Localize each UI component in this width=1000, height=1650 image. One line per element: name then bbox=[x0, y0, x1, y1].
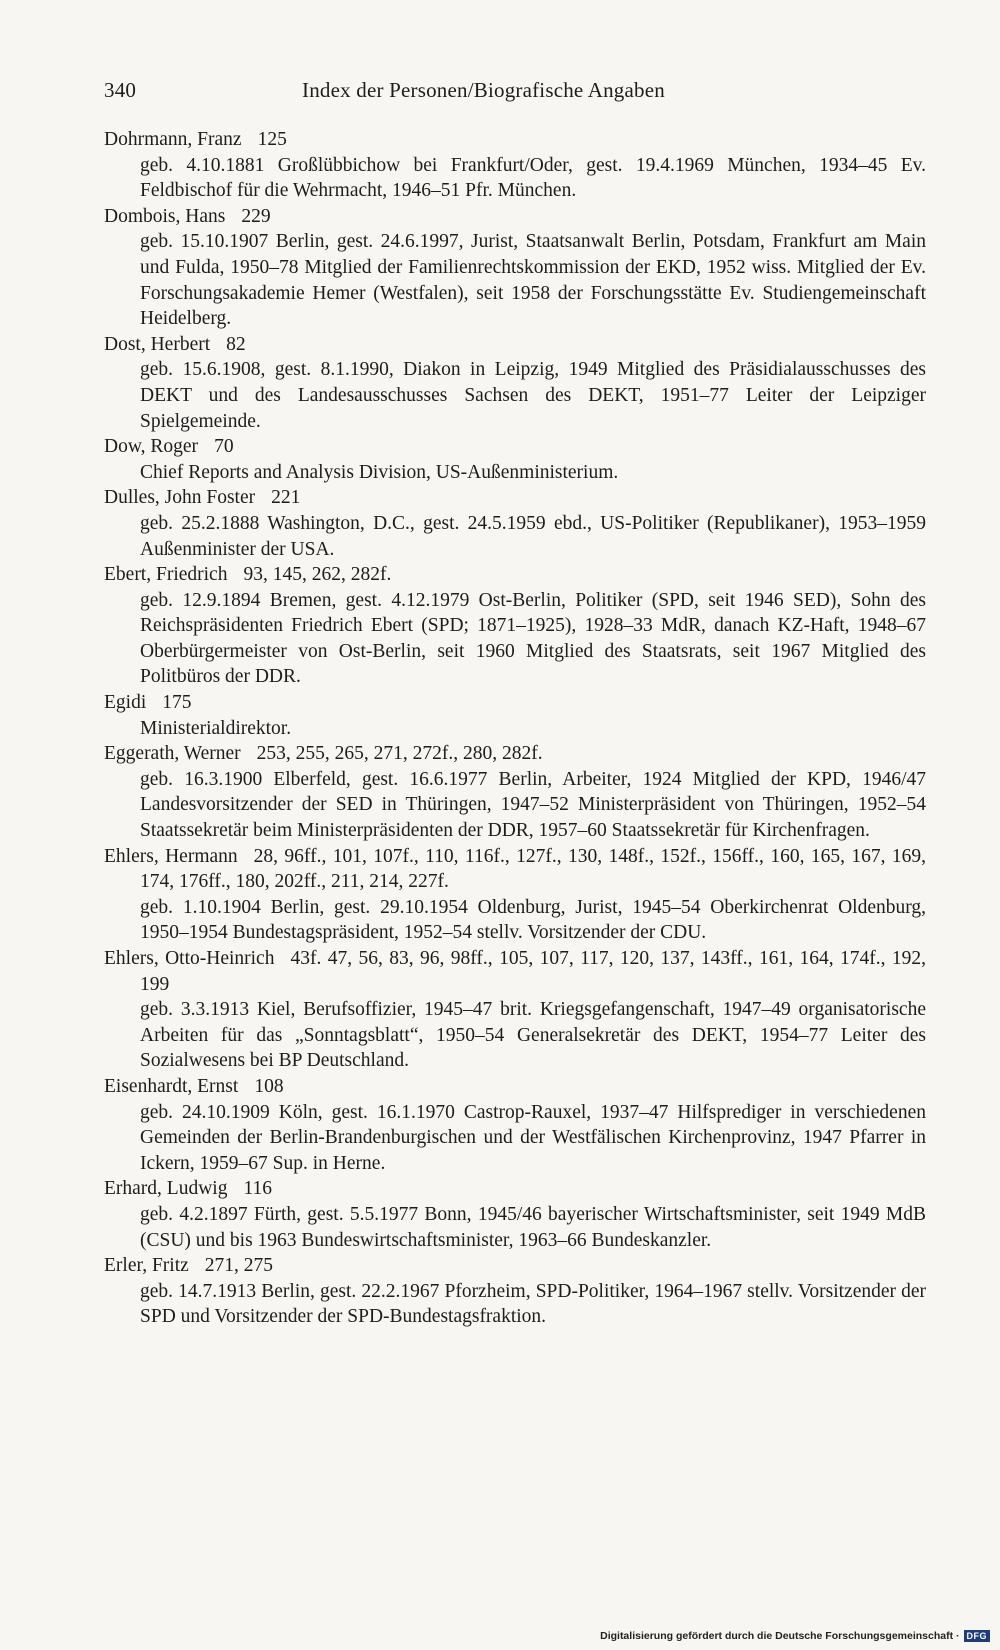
biography: Chief Reports and Analysis Division, US-Außenministerium. bbox=[140, 461, 619, 483]
entry-head bbox=[104, 1074, 926, 1100]
index-entry bbox=[104, 1074, 926, 1176]
person-name: Erler, Fritz bbox=[104, 1255, 189, 1277]
entry-head bbox=[104, 690, 926, 716]
person-name: Dombois, Hans bbox=[104, 205, 226, 227]
biography: geb. 12.9.1894 Bremen, gest. 4.12.1979 Ost-Berlin, Politiker (SPD, seit 1946 SED), Sohn des Reichspräsidenten Friedrich Ebert (SPD; 1871–1925), 1928–33 MdR, danach KZ-Haft, 1948–67 Oberbürgermeister von Ost-Berlin, seit 1960 Mitglied des Staatsrats, seit 1967 Mitglied des Politbüros der DDR. bbox=[140, 589, 926, 688]
page-references: 93, 145, 262, 282f. bbox=[243, 564, 392, 586]
person-name: Eggerath, Werner bbox=[104, 743, 241, 765]
page-references: 175 bbox=[162, 692, 192, 714]
person-name: Eisenhardt, Ernst bbox=[104, 1075, 239, 1097]
index-entry bbox=[104, 1176, 926, 1253]
biography: Ministerialdirektor. bbox=[140, 717, 292, 739]
index-entry bbox=[104, 946, 926, 1074]
index-entry bbox=[104, 434, 926, 485]
page-references: 125 bbox=[257, 129, 287, 150]
biography: geb. 3.3.1913 Kiel, Berufsoffizier, 1945–47 brit. Kriegsgefangenschaft, 1947–49 organisatorische Arbeiten für das „Sonntagsblatt“, 1950–54 Generalsekretär des DEKT, 1954–77 Leiter des Sozialwesens bei BP Deutschland. bbox=[140, 999, 926, 1072]
biography: geb. 4.10.1881 Großlübbichow bei Frankfurt/Oder, gest. 19.4.1969 München, 1934–45 Ev. Feldbischof für die Wehrmacht, 1946–51 Pfr. München. bbox=[140, 154, 926, 202]
biography: geb. 15.10.1907 Berlin, gest. 24.6.1997, Jurist, Staatsanwalt Berlin, Potsdam, Frankfurt am Main und Fulda, 1950–78 Mitglied der Familienrechtskommission der EKD, 1952 wiss. Mitglied der Ev. Forschungsakademie Hemer (Westfalen), seit 1958 der Forschungsstätte Ev. Studiengemeinschaft Heidelberg. bbox=[140, 231, 926, 330]
index-entry bbox=[104, 741, 926, 843]
entry-head bbox=[104, 485, 926, 511]
person-name: Ebert, Friedrich bbox=[104, 564, 228, 586]
person-name: Dow, Roger bbox=[104, 436, 199, 458]
page-references: 229 bbox=[241, 205, 271, 227]
entry-head bbox=[104, 204, 926, 230]
page-references: 108 bbox=[254, 1075, 284, 1097]
page-references: 271, 275 bbox=[204, 1255, 274, 1277]
page-references: 28, 96ff., 101, 107f., 110, 116f., 127f., 130, 148f., 152f., 156ff., 160, 165, 167, 169, 174, 176ff., 180, 202ff., 211, 214, 227f. bbox=[140, 845, 927, 893]
biography: geb. 24.10.1909 Köln, gest. 16.1.1970 Castrop-Rauxel, 1937–47 Hilfsprediger in verschiedenen Gemeinden der Berlin-Brandenburgischen und der Westfälischen Kirchenprovinz, 1947 Pfarrer in Ickern, 1959–67 Sup. in Herne. bbox=[140, 1101, 926, 1174]
index-entry bbox=[104, 844, 926, 946]
index-entry bbox=[104, 127, 926, 204]
running-head bbox=[104, 78, 926, 103]
index-entry bbox=[104, 562, 926, 690]
index-entry bbox=[104, 485, 926, 562]
biography: geb. 16.3.1900 Elberfeld, gest. 16.6.1977 Berlin, Arbeiter, 1924 Mitglied der KPD, 1946/47 Landesvorsitzender der SED in Thüringen, 1947–52 Ministerpräsident von Thüringen, 1952–54 Staatssekretär beim Ministerpräsidenten der DDR, 1957–60 Staatssekretär für Kirchenfragen. bbox=[140, 768, 926, 842]
entry-head bbox=[104, 1176, 926, 1202]
index-entry bbox=[104, 204, 926, 332]
page-references: 70 bbox=[214, 436, 234, 458]
biography: geb. 25.2.1888 Washington, D.C., gest. 24.5.1959 ebd., US-Politiker (Republikaner), 1953–1959 Außenminister der USA. bbox=[140, 512, 926, 560]
funding-notice: Digitalisierung gefördert durch die Deutsche Forschungsgemeinschaft · bbox=[600, 1630, 960, 1642]
running-title: Index der Personen/Biografische Angaben bbox=[302, 78, 665, 102]
dfg-logo: DFG bbox=[964, 1630, 991, 1642]
entry-head bbox=[104, 1253, 926, 1279]
page-references: 82 bbox=[226, 333, 246, 355]
person-name: Egidi bbox=[104, 692, 147, 714]
biography: geb. 1.10.1904 Berlin, gest. 29.10.1954 Oldenburg, Jurist, 1945–54 Oberkirchenrat Oldenburg, 1950–1954 Bundestagspräsident, 1952–54 stellv. Vorsitzender der CDU. bbox=[140, 896, 926, 944]
biography: geb. 14.7.1913 Berlin, gest. 22.2.1967 Pforzheim, SPD-Politiker, 1964–1967 stellv. Vorsitzender der SPD und Vorsitzender der SPD-Bundestagsfraktion. bbox=[140, 1280, 926, 1328]
biography: geb. 4.2.1897 Fürth, gest. 5.5.1977 Bonn, 1945/46 bayerischer Wirtschaftsminister, seit 1949 MdB (CSU) und bis 1963 Bundeswirtschaftsminister, 1963–66 Bundeskanzler. bbox=[140, 1203, 926, 1251]
page-references: 253, 255, 265, 271, 272f., 280, 282f. bbox=[256, 743, 543, 765]
biography: geb. 15.6.1908, gest. 8.1.1990, Diakon in Leipzig, 1949 Mitglied des Präsidialausschusses des DEKT und des Landesausschusses Sachsen des DEKT, 1951–77 Leiter der Leipziger Spielgemeinde. bbox=[140, 359, 926, 432]
index-entry bbox=[104, 332, 926, 434]
entry-head bbox=[104, 434, 926, 460]
index-entries bbox=[104, 127, 926, 1330]
page-references: 116 bbox=[243, 1178, 272, 1200]
person-name: Erhard, Ludwig bbox=[104, 1178, 228, 1200]
person-name: Ehlers, Otto-Heinrich bbox=[104, 948, 275, 969]
entry-head bbox=[104, 946, 926, 997]
entry-head bbox=[104, 562, 926, 588]
entry-head bbox=[104, 332, 926, 358]
index-entry bbox=[104, 1253, 926, 1330]
entry-head bbox=[104, 127, 926, 153]
entry-head bbox=[104, 844, 926, 895]
person-name: Dulles, John Foster bbox=[104, 487, 256, 509]
person-name: Ehlers, Hermann bbox=[104, 845, 238, 867]
page-references: 221 bbox=[271, 487, 301, 509]
entry-head bbox=[104, 741, 926, 767]
digitization-footer bbox=[600, 1630, 990, 1642]
person-name: Dost, Herbert bbox=[104, 333, 211, 355]
page-number: 340 bbox=[104, 78, 137, 102]
person-name: Dohrmann, Franz bbox=[104, 129, 242, 150]
page-references: 43f. 47, 56, 83, 96, 98ff., 105, 107, 117, 120, 137, 143ff., 161, 164, 174f., 192, 199 bbox=[140, 948, 926, 995]
index-entry bbox=[104, 690, 926, 741]
index-page bbox=[104, 78, 926, 1330]
